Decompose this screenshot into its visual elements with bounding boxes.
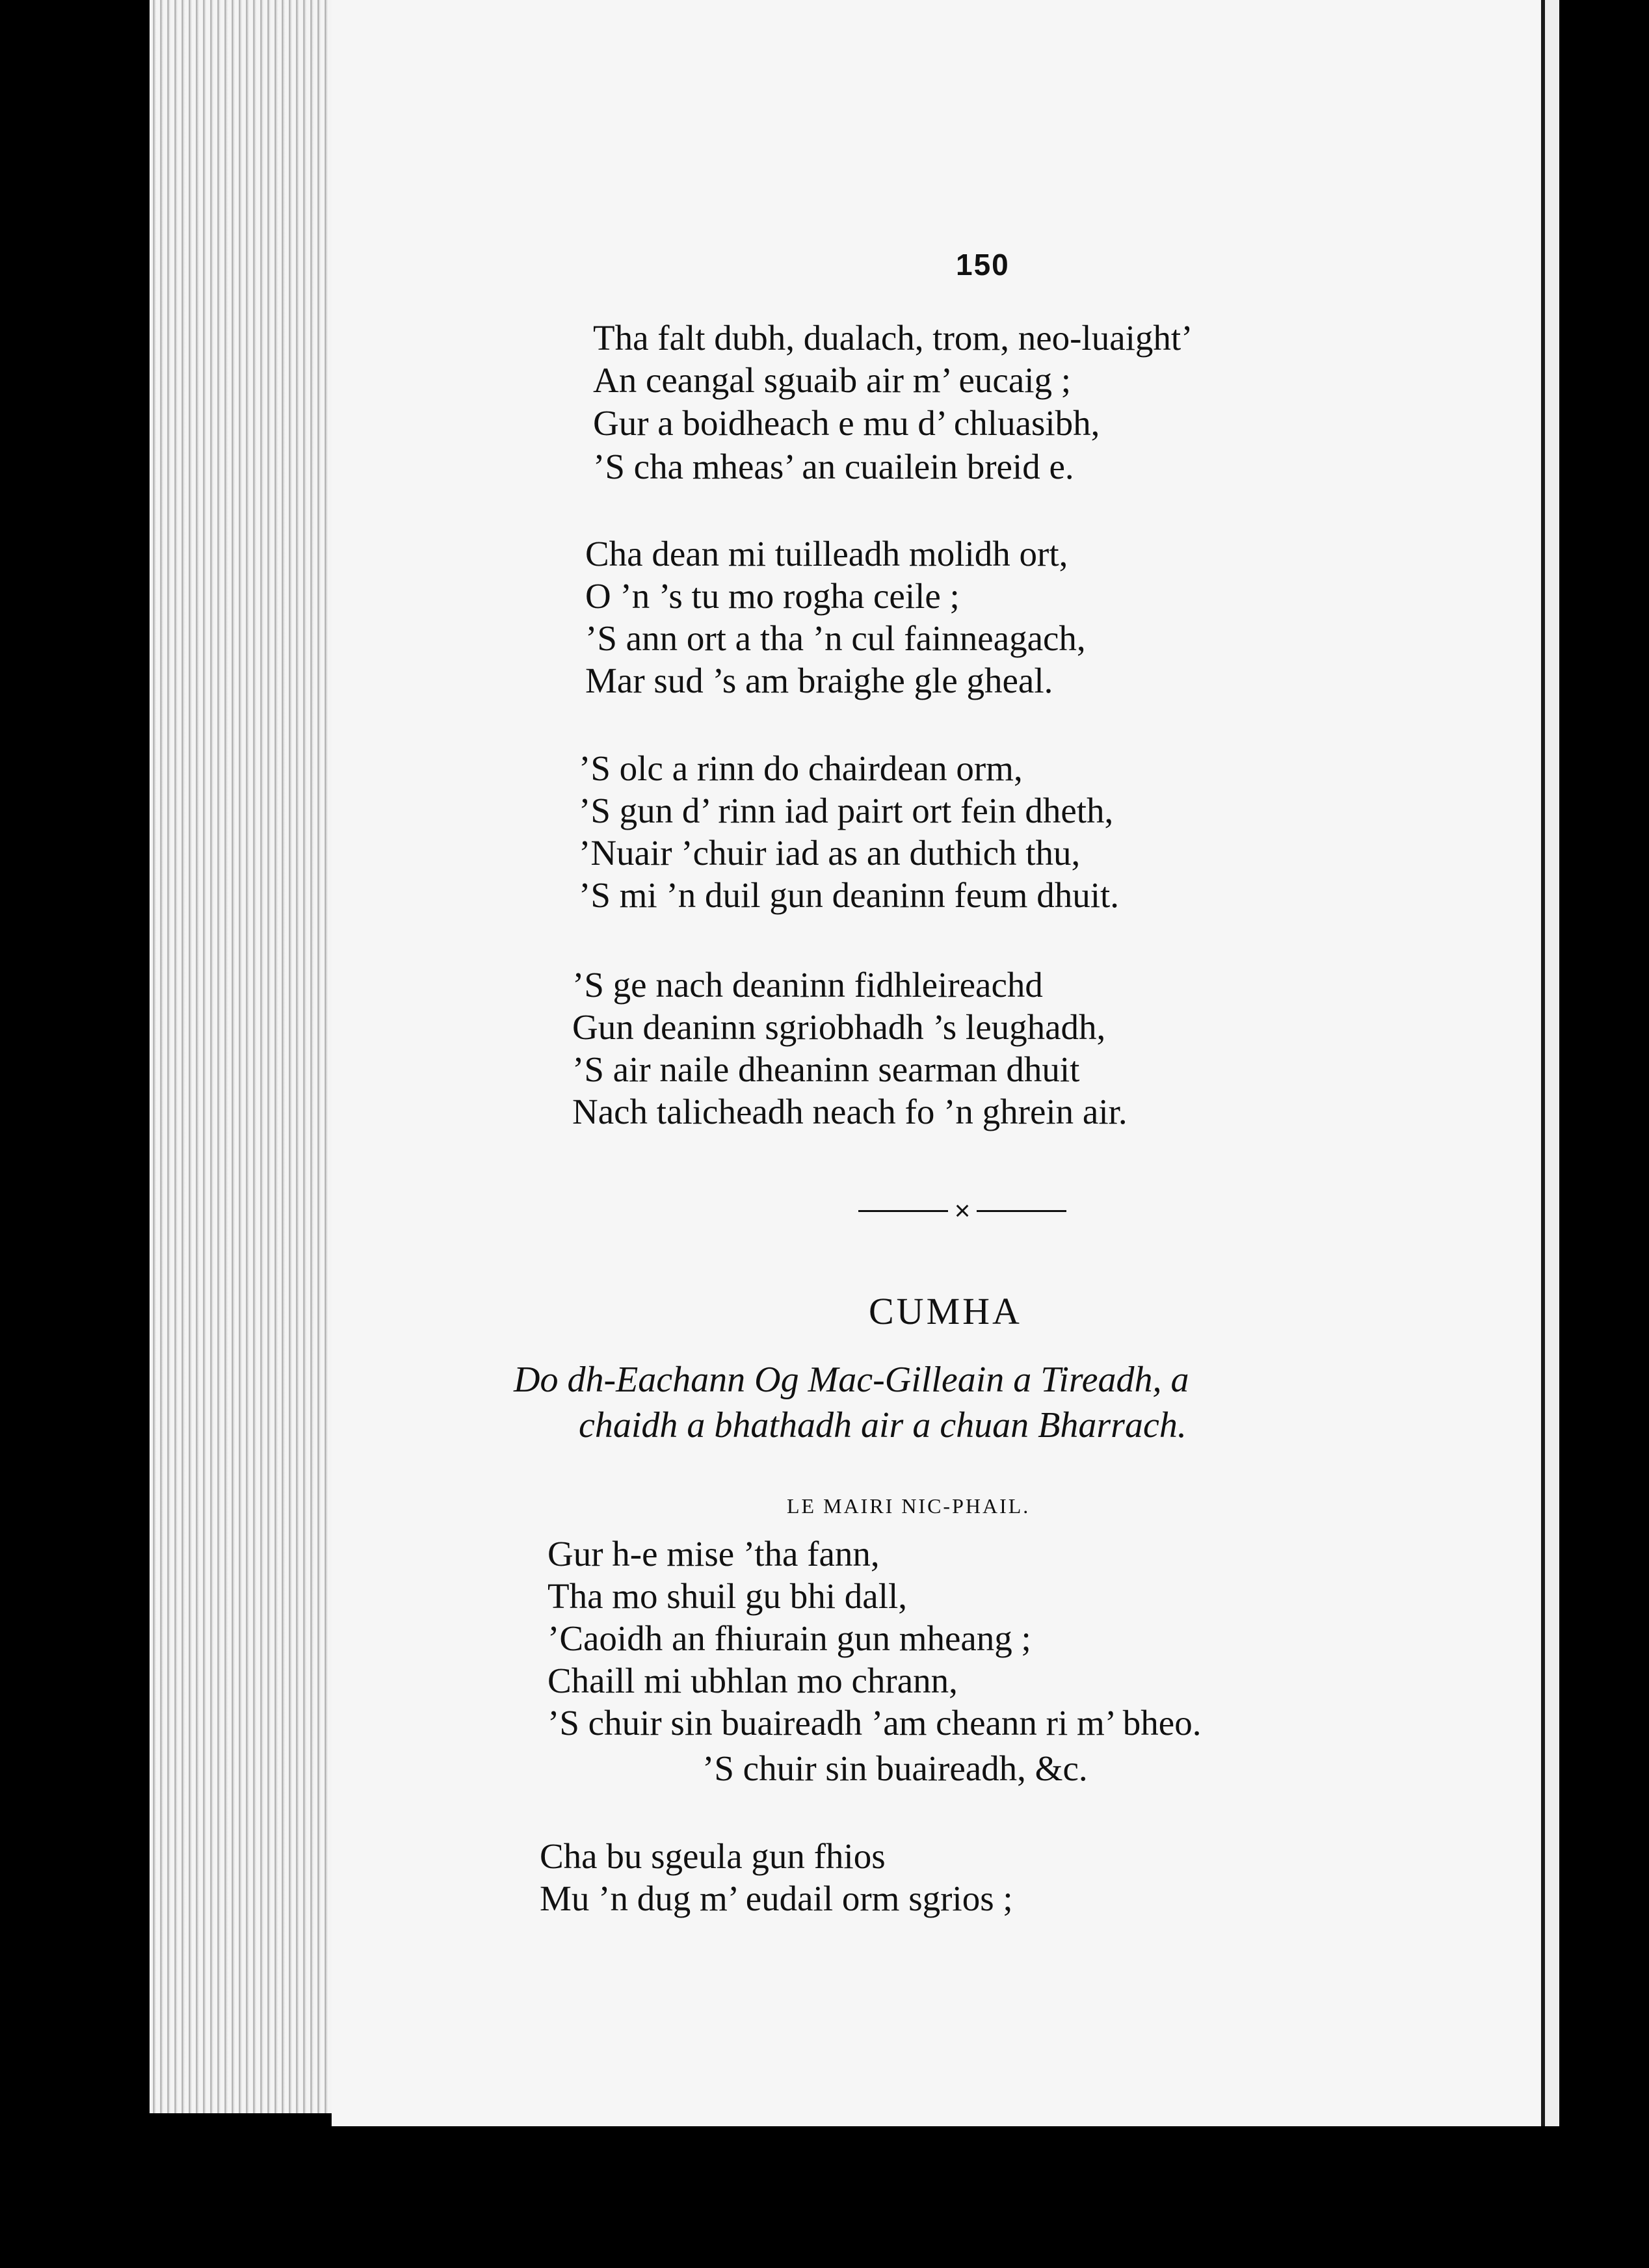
page-edges: [150, 0, 358, 2113]
verse-line: O ’n ’s tu mo rogha ceile ;: [585, 576, 960, 616]
author-line: LE MAIRI NIC-PHAIL.: [787, 1494, 1031, 1518]
page-right-edge: [1541, 0, 1559, 2126]
verse-line: Tha falt dubh, dualach, trom, neo-luaight’: [593, 318, 1193, 358]
page-number: 150: [956, 248, 1010, 282]
separator-rule-left: [858, 1210, 948, 1212]
scan-border: [0, 2126, 1649, 2268]
verse-line: ’S gun d’ rinn iad pairt ort fein dheth,: [579, 791, 1114, 830]
verse-line: Mar sud ’s am braighe gle gheal.: [585, 661, 1053, 700]
dedication-line: Do dh-Eachann Og Mac-Gilleain a Tireadh, a: [514, 1360, 1189, 1400]
verse-line: ’Caoidh an fhiurain gun mheang ;: [547, 1618, 1031, 1658]
verse-line: Gur h-e mise ’tha fann,: [547, 1534, 880, 1574]
verse-line: Cha bu sgeula gun fhios: [540, 1836, 886, 1876]
verse-line: Mu ’n dug m’ eudail orm sgrios ;: [540, 1879, 1013, 1918]
verse-line: ’S mi ’n duil gun deaninn feum dhuit.: [579, 875, 1120, 915]
verse-line: ’S olc a rinn do chairdean orm,: [579, 748, 1023, 788]
verse-line: ’S ann ort a tha ’n cul fainneagach,: [585, 618, 1086, 658]
separator-mark: ×: [954, 1195, 971, 1226]
verse-line: ’S ge nach deaninn fidhleireachd: [572, 965, 1043, 1005]
section-separator: [858, 1195, 1066, 1226]
verse-line: Gur a boidheach e mu d’ chluasibh,: [593, 403, 1100, 443]
separator-rule-right: [977, 1210, 1066, 1212]
dedication-line: chaidh a bhathadh air a chuan Bharrach.: [579, 1405, 1187, 1445]
verse-line: ’S chuir sin buaireadh, &c.: [702, 1748, 1088, 1788]
verse-line: ’S chuir sin buaireadh ’am cheann ri m’ bheo.: [547, 1703, 1202, 1743]
verse-line: ’S cha mheas’ an cuailein breid e.: [593, 447, 1074, 486]
verse-line: Gun deaninn sgriobhadh ’s leughadh,: [572, 1007, 1106, 1047]
verse-line: ’Nuair ’chuir iad as an duthich thu,: [579, 833, 1081, 873]
verse-line: Nach talicheadh neach fo ’n ghrein air.: [572, 1092, 1128, 1131]
song-title: CUMHA: [869, 1290, 1022, 1332]
verse-line: Tha mo shuil gu bhi dall,: [547, 1576, 908, 1616]
verse-line: Cha dean mi tuilleadh molidh ort,: [585, 534, 1068, 574]
verse-line: An ceangal sguaib air m’ eucaig ;: [593, 360, 1072, 400]
verse-line: ’S air naile dheaninn searman dhuit: [572, 1049, 1080, 1089]
verse-line: Chaill mi ubhlan mo chrann,: [547, 1661, 958, 1700]
